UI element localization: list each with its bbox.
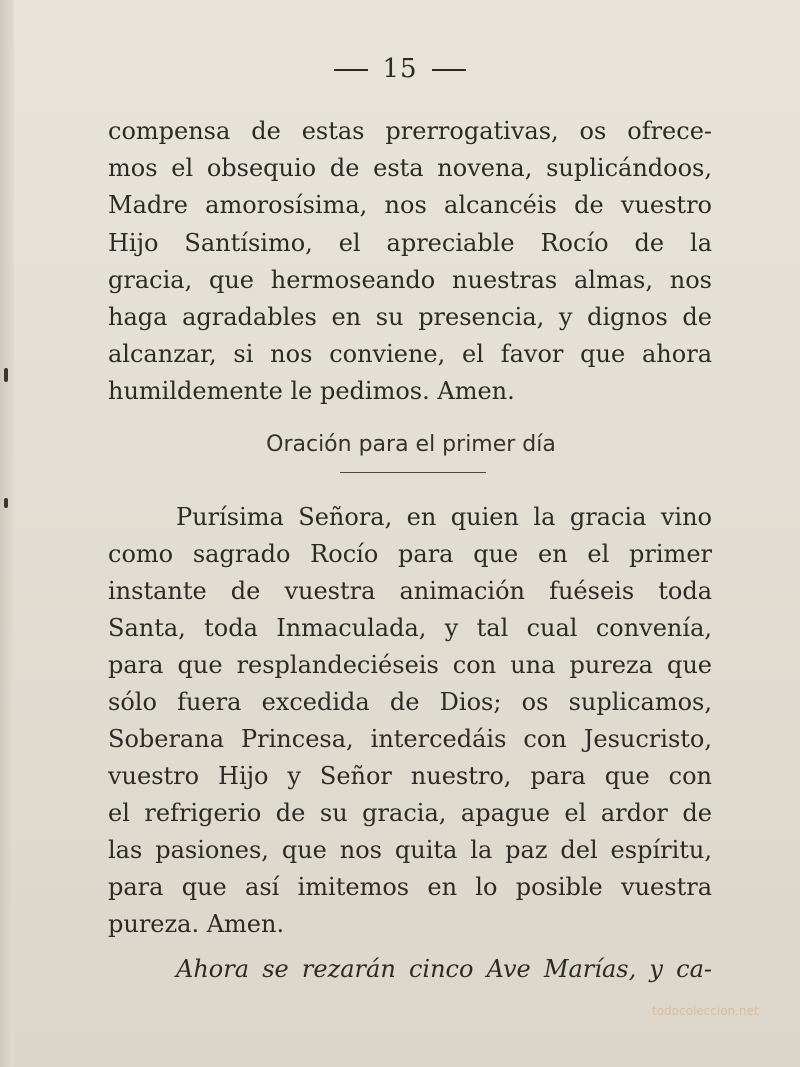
page-number [0,54,800,84]
paragraph2-line: instante de vuestra animación fuéseis toda [108,577,712,605]
paragraph2-line: pureza. Amen. [108,910,285,938]
paragraph2-line: el refrigerio de su gracia, apague el ardor de [108,799,712,827]
paragraph2-line: como sagrado Rocío para que en el primer [108,540,712,568]
paragraph2-line: Santa, toda Inmaculada, y tal cual convenía, [108,614,712,642]
paragraph1-line: Hijo Santísimo, el apreciable Rocío de la [108,229,712,257]
binding-mark [4,368,8,382]
paragraph1-line: gracia, que hermoseando nuestras almas, nos [108,266,712,294]
paragraph1-line: alcanzar, si nos conviene, el favor que ahora [108,340,712,368]
paragraph2-line: sólo fuera excedida de Dios; os suplicamos, [108,688,712,716]
paragraph2-line: las pasiones, que nos quita la paz del espíritu, [108,836,712,864]
paragraph2-line: para que resplandeciéseis con una pureza que [108,651,712,679]
closing-line: Ahora se rezarán cinco Ave Marías, y ca- [176,955,712,983]
page-number-value: 15 [382,54,418,84]
paragraph1-line: humildemente le pedimos. Amen. [108,377,515,405]
section-heading: Oración para el primer día [266,432,556,457]
page-number-dash-right [432,69,466,71]
paragraph1-line: compensa de estas prerrogativas, os ofrece- [108,117,712,145]
paragraph2-line: vuestro Hijo y Señor nuestro, para que con [108,762,712,790]
paragraph1-line: mos el obsequio de esta novena, suplicándoos, [108,154,712,182]
heading-rule [340,472,486,473]
watermark: todocoleccion.net [652,1004,759,1018]
paragraph2-line: para que así imitemos en lo posible vuestra [108,873,712,901]
page-edge [0,0,14,1067]
paragraph2-line: Soberana Princesa, intercedáis con Jesucristo, [108,725,712,753]
paragraph1-line: haga agradables en su presencia, y dignos de [108,303,712,331]
binding-mark [4,498,8,508]
paragraph2-line: Purísima Señora, en quien la gracia vino [176,503,712,531]
paragraph1-line: Madre amorosísima, nos alcancéis de vuestro [108,191,712,219]
page-number-dash-left [334,69,368,71]
